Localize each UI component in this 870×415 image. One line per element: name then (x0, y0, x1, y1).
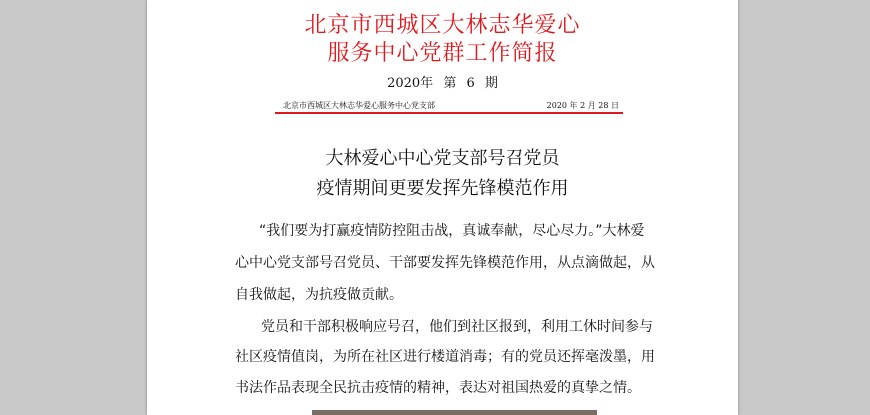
issue-suffix: 期 (484, 76, 498, 91)
publish-date: 2020 年 2 月 28 日 (546, 101, 619, 110)
article-photo (312, 410, 597, 415)
body-line: 社区疫情值岗，为所在社区进行楼道消毒；有的党员还挥毫泼墨，用 (235, 349, 655, 365)
body-line: 书法作品表现全民抗击疫情的精神，表达对祖国热爱的真挚之情。 (235, 380, 641, 396)
issue-num: 6 (466, 76, 475, 91)
body-line: 党员和干部积极响应号召，他们到社区报到，利用工休时间参与 (261, 319, 653, 335)
body-line: 心中心党支部号召党员、干部要发挥先锋模范作用，从点滴做起，从 (235, 255, 655, 271)
issue-number (147, 72, 738, 91)
article-title-line2: 疫情期间更要发挥先锋模范作用 (316, 178, 569, 199)
article-title-line1: 大林爱心中心党支部号召党员 (325, 148, 560, 169)
issue-year: 2020年 (387, 76, 434, 91)
publisher-org: 北京市西城区大林志华爱心服务中心党支部 (283, 101, 435, 110)
document-page (147, 0, 738, 415)
body-line: 自我做起，为抗疫做贡献。 (235, 287, 403, 303)
header-divider (275, 112, 623, 114)
masthead-title-line2: 服务中心党群工作简报 (327, 41, 558, 66)
issue-prefix: 第 (443, 76, 457, 91)
masthead-title-line1: 北京市西城区大林志华爱心 (304, 13, 581, 38)
body-line: “我们要为打赢疫情防控阻击战，真诚奉献，尽心尽力。”大林爱 (259, 223, 645, 239)
